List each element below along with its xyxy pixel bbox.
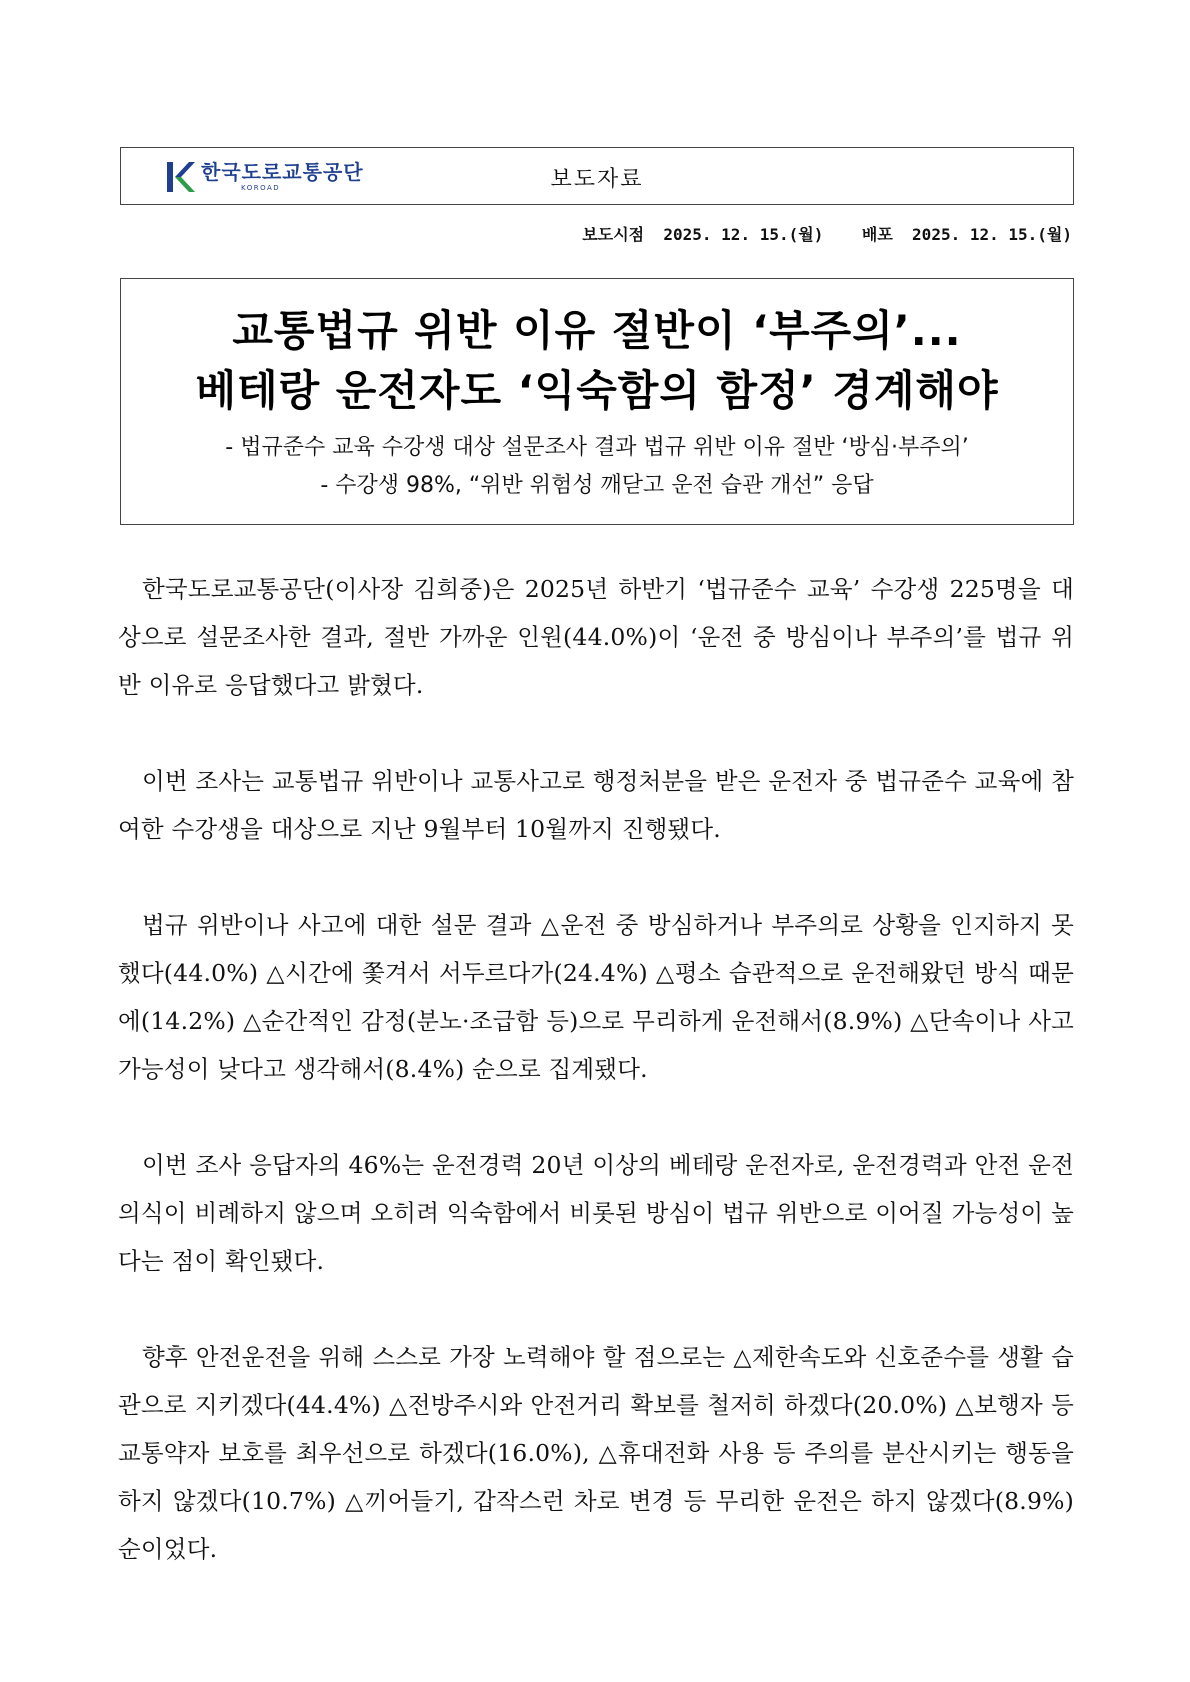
subheadline-2: - 수강생 98%, “위반 위험성 깨닫고 운전 습관 개선” 응답 bbox=[320, 473, 874, 498]
report-time-label: 보도시점 bbox=[582, 225, 645, 244]
distribution-label: 배포 bbox=[861, 225, 893, 244]
distribution-date: 2025. 12. 15.(월) bbox=[912, 225, 1072, 244]
body-paragraph-2: 이번 조사는 교통법규 위반이나 교통사고로 행정처분을 받은 운전자 중 법규준수 교육에 참여한 수강생을 대상으로 지난 9월부터 10월까지 진행됐다. bbox=[118, 767, 1074, 843]
body-paragraph-1: 한국도로교통공단(이사장 김희중)은 2025년 하반기 ‘법규준수 교육’ 수강생 225명을 대상으로 설문조사한 결과, 절반 가까운 인원(44.0%)이 ‘운전 중 방심이나 부주의’를 법규 위반 이유로 응답했다고 밝혔다. bbox=[118, 575, 1074, 699]
report-time-date: 2025. 12. 15.(월) bbox=[663, 225, 824, 244]
body-paragraph-4: 이번 조사 응답자의 46%는 운전경력 20년 이상의 베테랑 운전자로, 운전경력과 안전 운전 의식이 비례하지 않으며 오히려 익숙함에서 비롯된 방심이 법규 위반으로 이어질 가능성이 높다는 점이 확인됐다. bbox=[118, 1151, 1074, 1275]
logo-subtitle: KOROAD bbox=[241, 184, 281, 192]
title-box bbox=[120, 278, 1074, 525]
body-paragraph-5: 향후 안전운전을 위해 스스로 가장 노력해야 할 점으로는 △제한속도와 신호준수를 생활 습관으로 지키겠다(44.4%) △전방주시와 안전거리 확보를 철저히 하겠다(20.0%) △보행자 등 교통약자 보호를 최우선으로 하겠다(16.0%), △휴대전화 사용 등 주의를 분산시키는 행동을 하지 않겠다(10.7%) △끼어들기, 갑작스런 차로 변경 등 무리한 운전은 하지 않겠다(8.9%) 순이었다. bbox=[118, 1343, 1074, 1563]
headline-line-1: 교통법규 위반 이유 절반이 ‘부주의’... bbox=[232, 306, 962, 355]
subheadline-1: - 법규준수 교육 수강생 대상 설문조사 결과 법규 위반 이유 절반 ‘방심·부주의’ bbox=[225, 435, 969, 460]
header-box bbox=[120, 147, 1074, 205]
document-type: 보도자료 bbox=[550, 167, 644, 192]
body-paragraph-3: 법규 위반이나 사고에 대한 설문 결과 △운전 중 방심하거나 부주의로 상황을 인지하지 못했다(44.0%) △시간에 쫓겨서 서두르다가(24.4%) △평소 습관적으로 운전해왔던 방식 때문에(14.2%) △순간적인 감정(분노·조급함 등)으로 무리하게 운전해서(8.9%) △단속이나 사고 가능성이 낮다고 생각해서(8.4%) 순으로 집계됐다. bbox=[118, 911, 1074, 1083]
article-body bbox=[118, 565, 1074, 1621]
logo-name: 한국도로교통공단 bbox=[201, 160, 364, 184]
release-info bbox=[582, 222, 1072, 245]
headline-line-2: 베테랑 운전자도 ‘익숙함의 함정’ 경계해야 bbox=[195, 366, 999, 415]
